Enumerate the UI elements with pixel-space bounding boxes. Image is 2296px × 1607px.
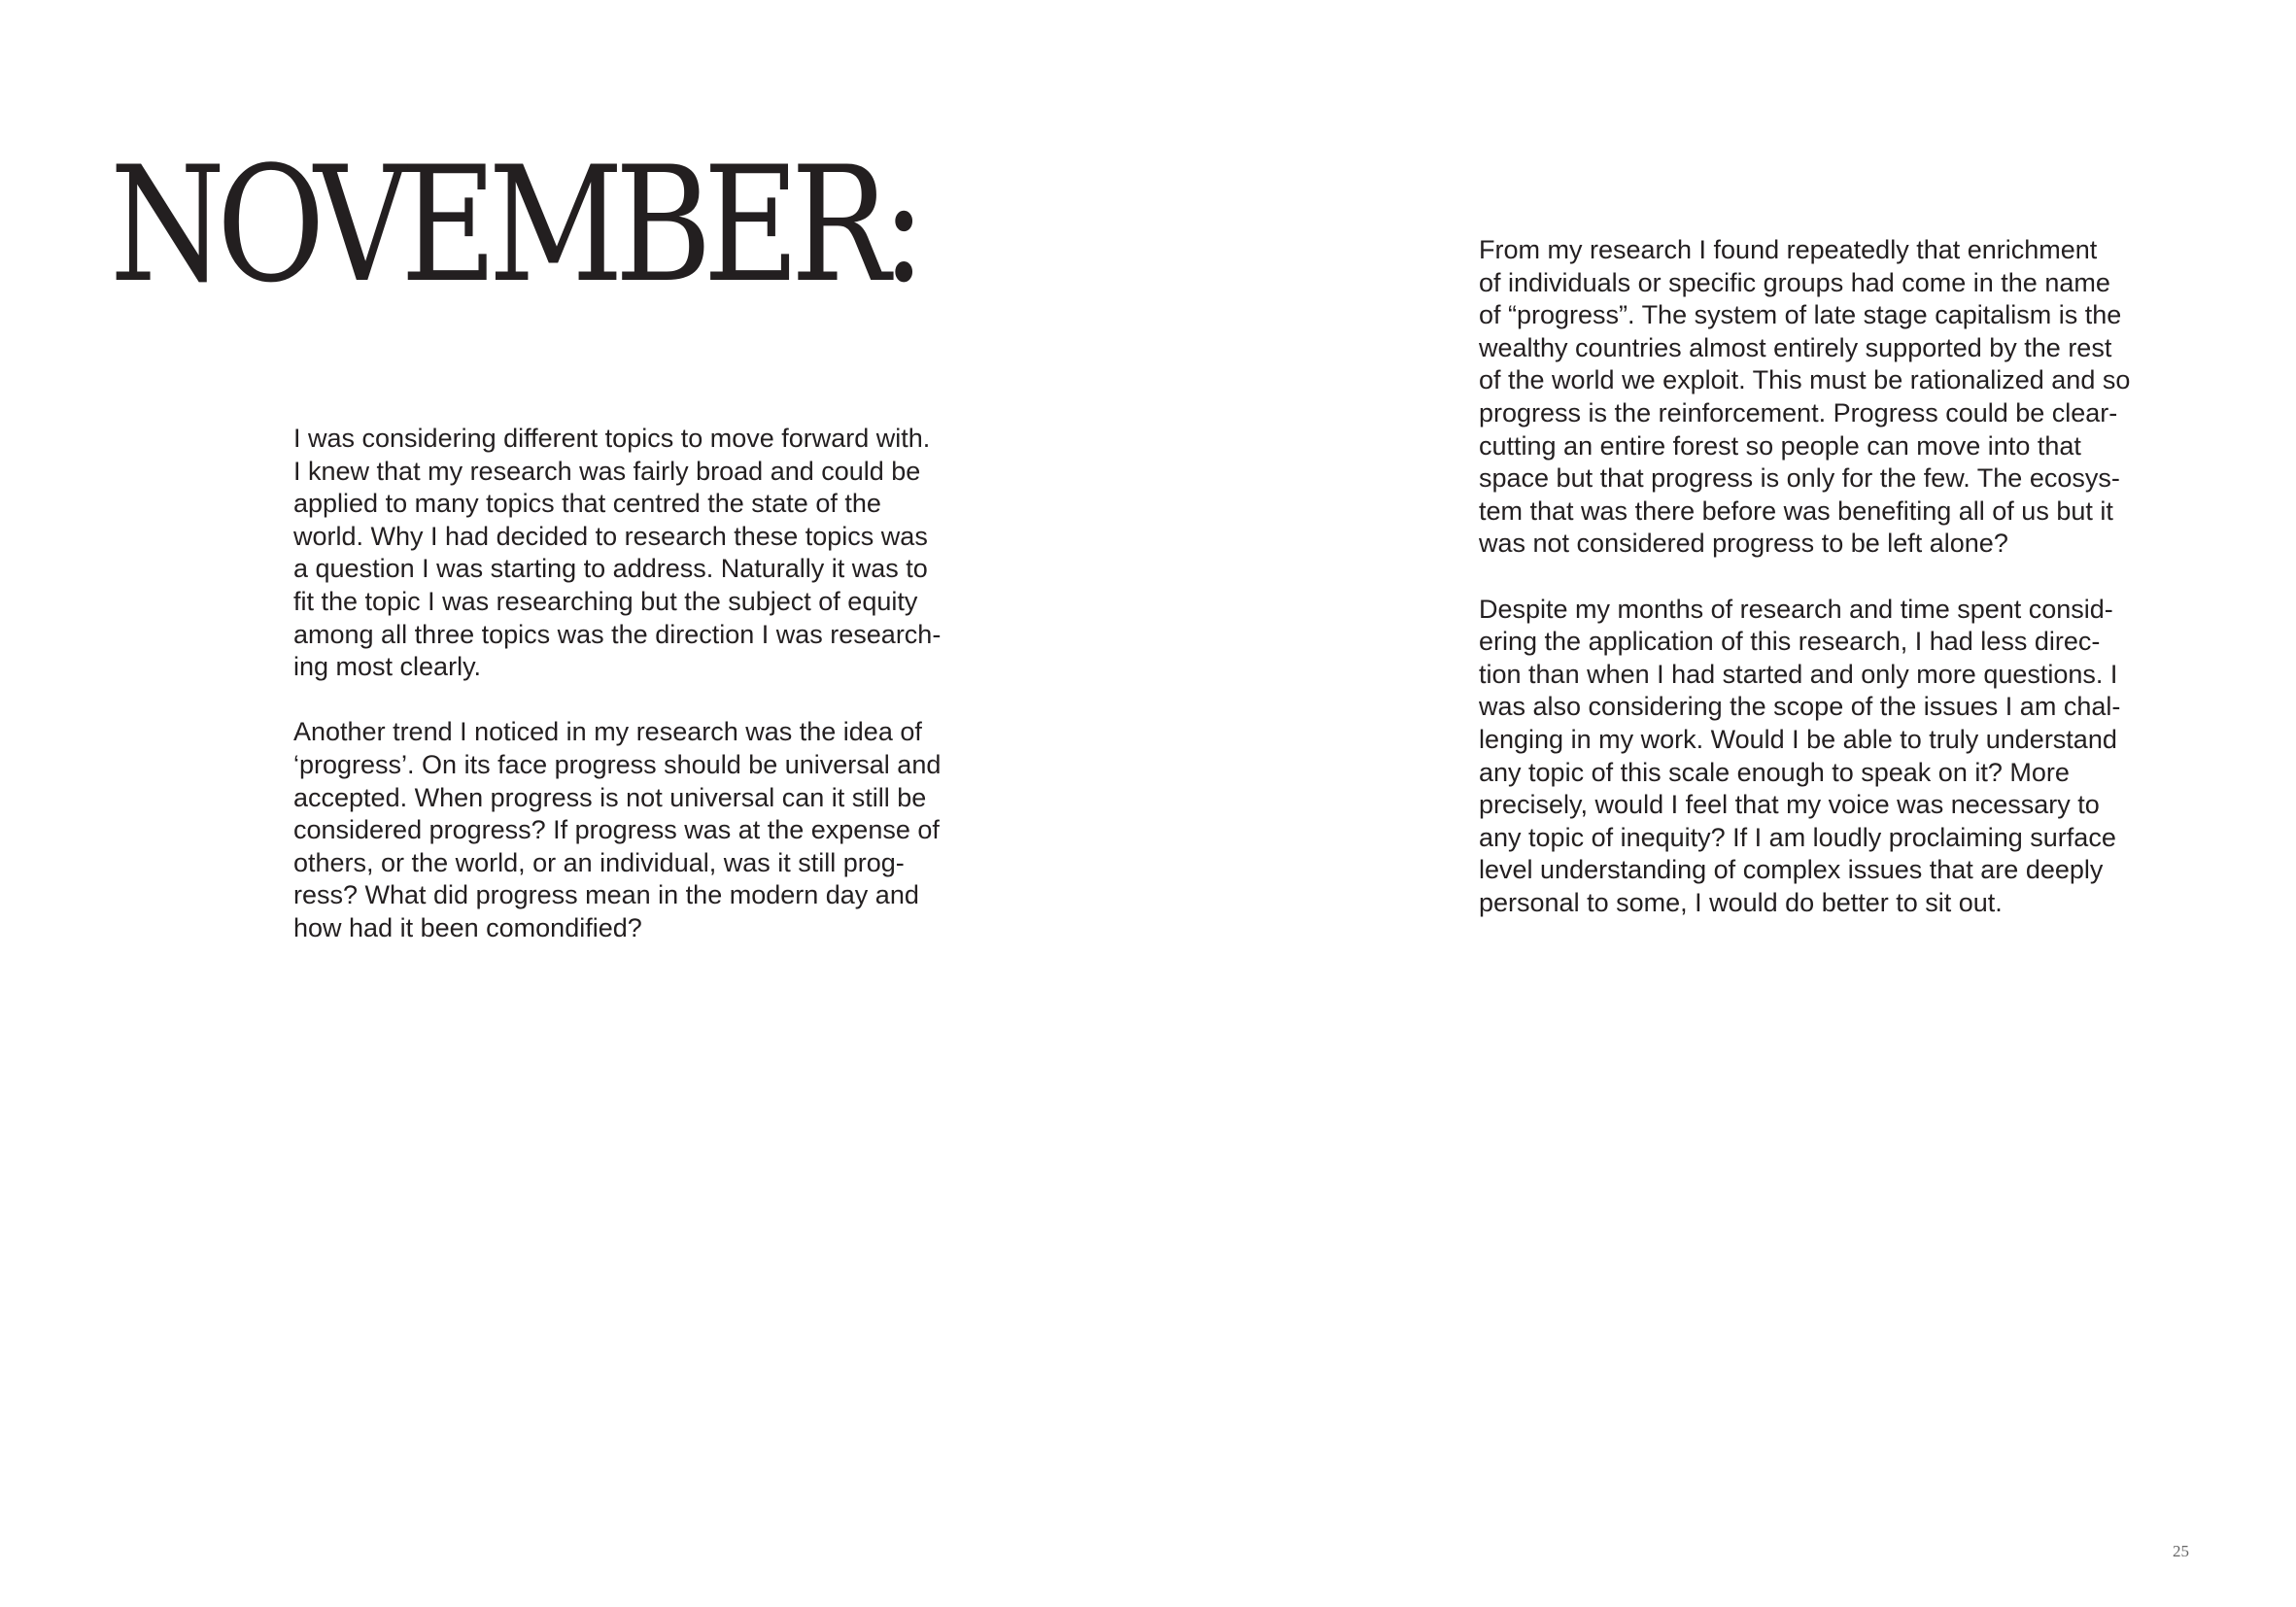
page-title: NOVEMBER: — [110, 132, 917, 318]
paragraph: Despite my months of research and time spent consid- ering the application of this research, I had less direc- tion than when I had started and only more questions. I was also considering the scope of the issues I am chal- lenging in my work. Would I be able to truly understand any topic of this scale enough to speak on it? More precisely, would I feel that my voice was necessary to any topic of inequity? If I am loudly proclaiming surface level understanding of complex issues that are deeply personal to some, I would do better to sit out. — [1479, 594, 2121, 917]
right-text-column — [1479, 234, 2237, 919]
paragraph: Another trend I noticed in my research was the idea of ‘progress’. On its face progress should be universal and accepted. When progress is not universal can it still be considered progress? If progress was at the expense of others, or the world, or an individual, was it still prog- ress? What did progress mean in the modern day and how had it been comondified? — [293, 717, 942, 942]
page-number: 25 — [2173, 1542, 2189, 1560]
left-text-column — [293, 423, 1051, 945]
paragraph: From my research I found repeatedly that enrichment of individuals or specific groups had come in the name of “progress”. The system of late stage capitalism is the wealthy countries almost entirely supported by the rest of the world we exploit. This must be rationalized and so progress is the reinforcement. Progress could be clear- cutting an entire forest so people can move into that space but that progress is only for the few. The ecosys- tem that was there before was benefiting all of us but it was not considered progress to be left alone? — [1479, 235, 2131, 559]
paragraph: I was considering different topics to move forward with. I knew that my research was fairly broad and could be applied to many topics that centred the state of the world. Why I had decided to research these topics was a question I was starting to address. Naturally it was to fit the topic I was researching but the subject of equity among all three topics was the direction I was research- ing most clearly. — [293, 424, 942, 682]
